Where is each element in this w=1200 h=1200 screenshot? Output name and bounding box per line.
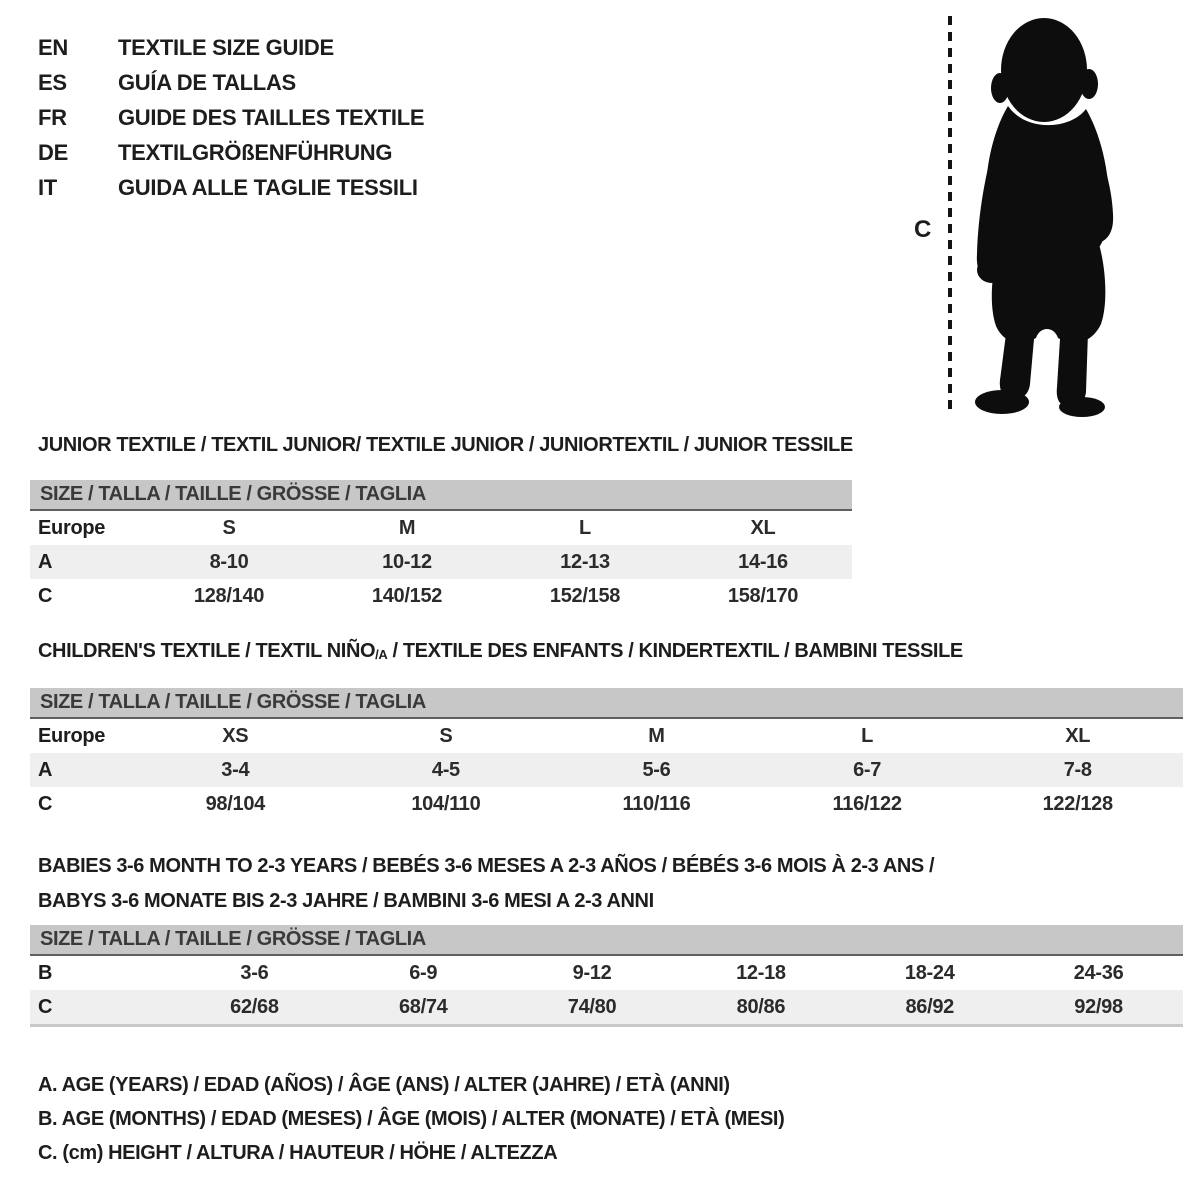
size-value-cell: 92/98 — [1074, 995, 1123, 1018]
children-section-title — [38, 640, 963, 663]
size-value-cell: 68/74 — [398, 995, 448, 1018]
size-value-cell: M — [648, 724, 665, 747]
table-row — [30, 579, 852, 613]
legend-notes — [38, 1068, 784, 1170]
babies-size-table — [30, 925, 1183, 1027]
size-value-cell: 128/140 — [193, 584, 265, 607]
size-header-bar: SIZE / TALLA / TAILLE / GRÖSSE / TAGLIA — [30, 925, 1183, 956]
lang-code: IT — [38, 174, 57, 200]
row-label: A — [38, 550, 53, 573]
size-value-cell: 122/128 — [1042, 792, 1113, 815]
lang-row-es — [38, 65, 424, 100]
size-value-cell: 18-24 — [904, 961, 955, 984]
lang-code: FR — [38, 104, 67, 130]
height-measure-label: C — [914, 216, 932, 243]
row-label: Europe — [38, 724, 106, 747]
lang-row-it — [38, 170, 424, 205]
table-row — [30, 787, 1183, 821]
size-value-cell: 152/158 — [549, 584, 621, 607]
table-row — [30, 719, 1183, 753]
children-title-main: CHILDREN'S TEXTILE / TEXTIL NIÑO — [38, 640, 376, 662]
size-value-cell: 62/68 — [230, 995, 279, 1018]
table-row — [30, 956, 1183, 990]
note-age-months: B. AGE (MONTHS) / EDAD (MESES) / ÂGE (MOIS) / ALTER (MONATE) / ETÀ (MESI) — [38, 1108, 785, 1130]
size-value-cell: L — [579, 516, 591, 539]
children-size-table — [30, 688, 1183, 821]
children-title-subscript: /A — [375, 647, 388, 662]
size-value-cell: XL — [750, 516, 776, 539]
babies-title-line1: BABIES 3-6 MONTH TO 2-3 YEARS / BEBÉS 3-6 MESES A 2-3 AÑOS / BÉBÉS 3-6 MOIS À 2-3 ANS / — [38, 855, 935, 877]
size-value-cell: 6-9 — [409, 961, 438, 984]
size-value-cell: 4-5 — [431, 758, 460, 781]
table-row — [30, 753, 1183, 787]
junior-size-table — [30, 480, 852, 613]
lang-title: GUIDE DES TAILLES TEXTILE — [118, 104, 425, 130]
table-row — [30, 511, 852, 545]
row-label: C — [38, 792, 53, 815]
children-title-rest: / TEXTILE DES ENFANTS / KINDERTEXTIL / BAMBINI TESSILE — [387, 640, 963, 662]
size-value-cell: 24-36 — [1073, 961, 1124, 984]
lang-code: ES — [38, 69, 67, 95]
note-height-cm: C. (cm) HEIGHT / ALTURA / HAUTEUR / HÖHE / ALTEZZA — [38, 1142, 558, 1164]
lang-row-fr — [38, 100, 424, 135]
row-label: Europe — [38, 516, 106, 539]
size-value-cell: 6-7 — [853, 758, 882, 781]
note-age-years: A. AGE (YEARS) / EDAD (AÑOS) / ÂGE (ANS) / ALTER (JAHRE) / ETÀ (ANNI) — [38, 1074, 730, 1096]
size-value-cell: 110/116 — [622, 792, 691, 815]
lang-code: EN — [38, 34, 68, 60]
size-value-cell: L — [861, 724, 874, 747]
babies-title-line2: BABYS 3-6 MONATE BIS 2-3 JAHRE / BAMBINI 3-6 MESI A 2-3 ANNI — [38, 890, 654, 912]
height-measure-dashed-line — [948, 16, 952, 416]
table-row — [30, 990, 1183, 1024]
size-value-cell: 12-13 — [560, 550, 610, 573]
size-value-cell: 9-12 — [572, 961, 612, 984]
size-value-cell: 3-4 — [221, 758, 250, 781]
size-value-cell: S — [439, 724, 453, 747]
size-value-cell: 10-12 — [382, 550, 432, 573]
size-value-cell: M — [398, 516, 416, 539]
language-title-list — [38, 30, 424, 205]
size-value-cell: 98/104 — [205, 792, 265, 815]
size-value-cell: 5-6 — [642, 758, 671, 781]
lang-title: GUIDA ALLE TAGLIE TESSILI — [118, 174, 418, 200]
lang-title: TEXTILE SIZE GUIDE — [118, 34, 334, 60]
lang-row-en — [38, 30, 424, 65]
size-value-cell: 14-16 — [738, 550, 788, 573]
toddler-silhouette-icon — [960, 14, 1140, 419]
row-label: A — [38, 758, 53, 781]
size-value-cell: XS — [222, 724, 249, 747]
size-header-bar: SIZE / TALLA / TAILLE / GRÖSSE / TAGLIA — [30, 480, 852, 511]
size-value-cell: 140/152 — [371, 584, 443, 607]
size-value-cell: 80/86 — [736, 995, 786, 1018]
lang-title: TEXTILGRÖßENFÜHRUNG — [118, 139, 393, 165]
size-value-cell: S — [222, 516, 236, 539]
size-value-cell: 158/170 — [727, 584, 799, 607]
junior-section-title: JUNIOR TEXTILE / TEXTIL JUNIOR/ TEXTILE JUNIOR / JUNIORTEXTIL / JUNIOR TESSILE — [38, 434, 853, 456]
table-row — [30, 545, 852, 579]
size-value-cell: 7-8 — [1063, 758, 1092, 781]
size-value-cell: 116/122 — [832, 792, 902, 815]
babies-section-title — [38, 849, 934, 919]
size-value-cell: 104/110 — [411, 792, 481, 815]
lang-title: GUÍA DE TALLAS — [118, 69, 296, 95]
size-header-bar: SIZE / TALLA / TAILLE / GRÖSSE / TAGLIA — [30, 688, 1183, 719]
row-label: C — [38, 584, 53, 607]
row-label: B — [38, 961, 53, 984]
size-value-cell: XL — [1065, 724, 1091, 747]
size-value-cell: 3-6 — [240, 961, 269, 984]
lang-row-de — [38, 135, 424, 170]
size-value-cell: 74/80 — [567, 995, 617, 1018]
lang-code: DE — [38, 139, 68, 165]
row-label: C — [38, 995, 53, 1018]
size-value-cell: 8-10 — [209, 550, 249, 573]
size-value-cell: 12-18 — [736, 961, 786, 984]
size-value-cell: 86/92 — [905, 995, 955, 1018]
